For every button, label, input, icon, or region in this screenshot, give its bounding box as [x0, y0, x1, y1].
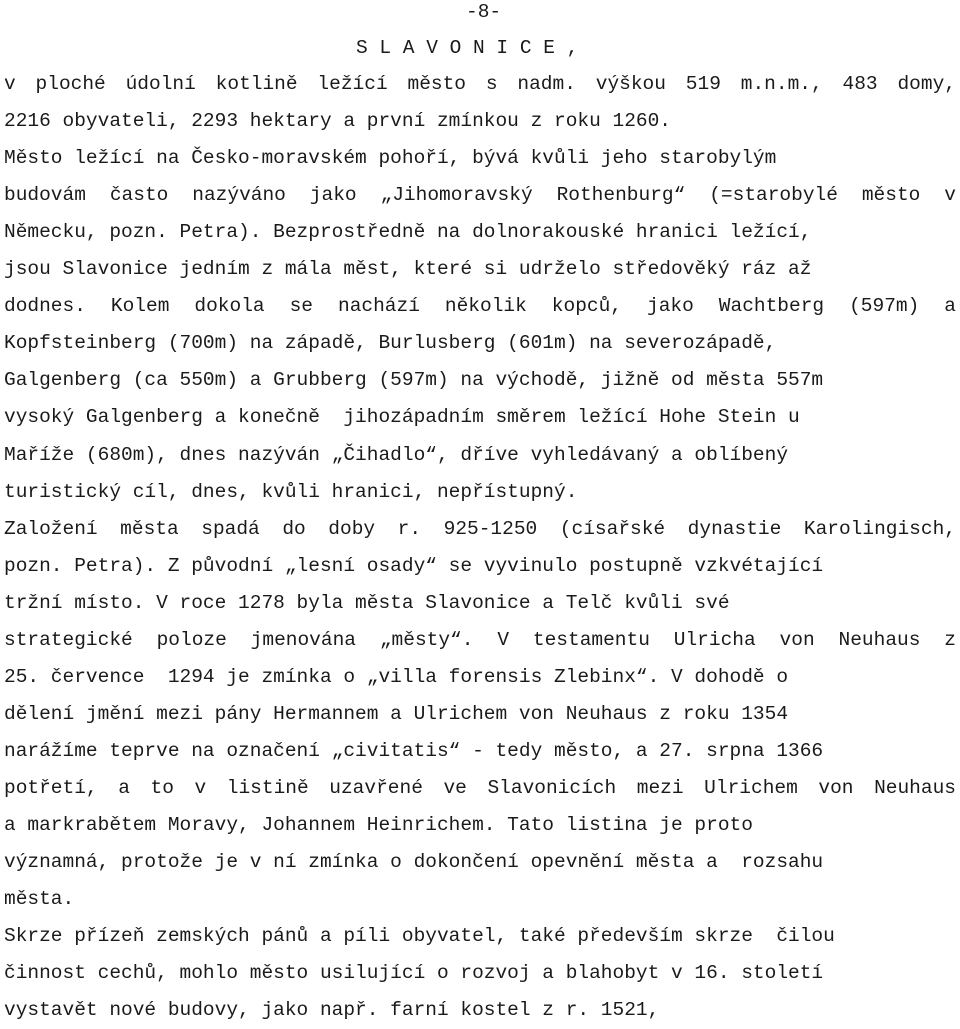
text-line: Kopfsteinberg (700m) na západě, Burlusberg (601m) na severozápadě, [4, 332, 777, 355]
text-line: potřetí, a to v listině uzavřené ve Slavonicích mezi Ulrichem von Neuhaus [4, 776, 956, 799]
text-line: Založení města spadá do doby r. 925-1250 (císařské dynastie Karolingisch, [4, 517, 956, 540]
text-line: v ploché údolní kotlině ležící město s nadm. výškou 519 m.n.m., 483 domy, [4, 73, 956, 95]
text-line: vystavět nové budovy, jako např. farní kostel z r. 1521, [4, 999, 660, 1022]
text-line: budovám často nazýváno jako „Jihomoravský Rothenburg“ (=starobylé město v [4, 184, 956, 207]
text-line: pozn. Petra). Z původní „lesní osady“ se vyvinulo postupně vzkvétající [4, 554, 824, 577]
text-line: činnost cechů, mohlo město usilující o rozvoj a blahobyt v 16. století [4, 962, 824, 985]
page-number: -8- [466, 1, 502, 23]
text-line: strategické poloze jmenována „městy“. V testamentu Ulricha von Neuhaus z [4, 628, 956, 651]
text-line: Galgenberg (ca 550m) a Grubberg (597m) na východě, jižně od města 557m [4, 369, 824, 392]
text-line: Skrze přízeň zemských pánů a píli obyvatel, také především skrze čilou [4, 925, 835, 948]
text-line: dělení jmění mezi pány Hermannem a Ulrichem von Neuhaus z roku 1354 [4, 702, 789, 725]
document-heading: S L A V O N I C E , [356, 37, 579, 59]
text-line: turistický cíl, dnes, kvůli hranici, nepřístupný. [4, 480, 578, 503]
text-line: 25. července 1294 je zmínka o „villa forensis Zlebinx“. V dohodě o [4, 665, 789, 688]
text-line: a markrabětem Moravy, Johannem Heinrichem. Tato listina je proto [4, 814, 753, 836]
text-line: vysoký Galgenberg a konečně jihozápadním směrem ležící Hohe Stein u [4, 406, 800, 429]
text-line: jsou Slavonice jedním z mála měst, které si udrželo středověký ráz až [4, 258, 812, 281]
text-line: Město ležící na Česko-moravském pohoří, bývá kvůli jeho starobylým [4, 147, 777, 170]
text-line: tržní místo. V roce 1278 byla města Slavonice a Telč kvůli své [4, 591, 730, 614]
text-line: Maříže (680m), dnes nazýván „Čihadlo“, dříve vyhledávaný a oblíbený [4, 443, 789, 466]
text-line: významná, protože je v ní zmínka o dokončení opevnění města a rozsahu [4, 851, 824, 874]
text-line: Německu, pozn. Petra). Bezprostředně na dolnorakouské hranici ležící, [4, 221, 812, 244]
text-line: narážíme teprve na označení „civitatis“ - tedy město, a 27. srpna 1366 [4, 739, 824, 762]
text-line: 2216 obyvateli, 2293 hektary a první zmínkou z roku 1260. [4, 110, 672, 133]
text-line: dodnes. Kolem dokola se nachází několik kopců, jako Wachtberg (597m) a [4, 295, 956, 318]
text-line: města. [4, 888, 75, 911]
